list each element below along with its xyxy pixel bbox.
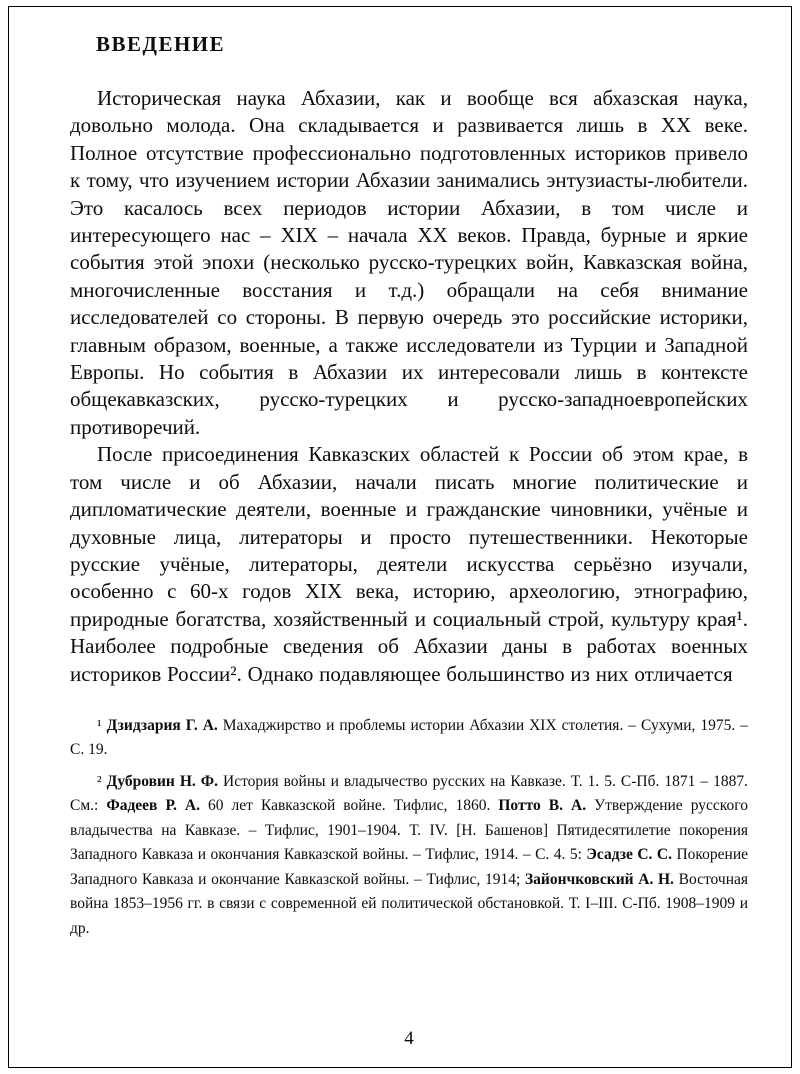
footnote-author: Зайончковский А. Н. — [524, 870, 674, 888]
footnote-text: ¹ — [97, 716, 107, 734]
footnote-text: ² — [97, 772, 107, 790]
footnote-text: 60 лет Кавказской войне. Тифлис, 1860. — [199, 797, 499, 815]
footnote-text: История войны и владычество русских на Кавказе. Т. 1. 5. С-Пб. 1871 – 1887. См.: — [70, 772, 749, 815]
page-title: ВВЕДЕНИЕ — [96, 32, 226, 56]
footnote-author: Эсадзе С. С. — [586, 846, 672, 864]
footnote-author: Фадеев Р. А. — [106, 797, 200, 815]
book-page-content — [70, 0, 748, 1074]
page-number: 4 — [404, 1028, 414, 1049]
footnote-author: Потто В. А. — [498, 797, 587, 815]
footnote-text: Махаджирство и проблемы истории Абхазии XIX столетия. – Сухуми, 1975. – С. 19. — [70, 716, 748, 759]
body-text — [70, 85, 748, 688]
footnote-author: Дубровин Н. Ф. — [106, 772, 218, 790]
footnote-text: Восточная война 1853–1956 гг. в связи с современной ей политической обстановкой. Т. I–III. С-Пб. 1908–1909 и др. — [70, 870, 748, 937]
paragraph-1: Историческая наука Абхазии, как и вообще вся абхазская наука, довольно молода. Она складывается и развивается лишь в XX веке. Полное отсутствие профессионально подготовленных историков привело к тому, что изучением истории Абхазии занимались энтузиасты-любители. Это касалось всех периодов истории Абхазии, в том числе и интересующего нас – XIX – начала XX веков. Правда, бурные и яркие события этой эпохи (несколько русско-турецких войн, Кавказская война, многочисленные восстания и т.д.) обращали на себя внимание исследователей со стороны. В первую очередь это российские историки, главным образом, военные, а также исследователи из Турции и Западной Европы. Но события в Абхазии их интересовали лишь в контексте общекавказских, русско-турецких и русско-западноевропейских противоречий. — [70, 86, 748, 439]
paragraph-2: После присоединения Кавказских областей к России об этом крае, в том числе и об Абхазии, начали писать многие политические и дипломатические деятели, военные и гражданские чиновники, учёные и духовные лица, литераторы и просто путешественники. Некоторые русские учёные, литераторы, деятели искусства серьёзно изучали, особенно с 60-х годов XIX века, историю, археологию, этнографию, природные богатства, хозяйственный и социальный строй, культуру края¹. Наиболее подробные сведения об Абхазии даны в работах военных историков России². Однако подавляющее большинство из них отличается — [70, 442, 748, 686]
footnote-2 — [70, 770, 748, 942]
footnote-text: Утверждение русского владычества на Кавказе. – Тифлис, 1901–1904. Т. IV. [Н. Башенов] Пятидесятилетие покорения Западного Кавказа и окончания Кавказской войны. – Тифлис, 1914. – С. 4. 5: — [70, 797, 748, 864]
footnote-author: Дзидзария Г. А. — [106, 716, 218, 734]
footnote-1 — [70, 714, 748, 763]
footnote-text: Покорение Западного Кавказа и окончание Кавказской войны. – Тифлис, 1914; — [70, 846, 748, 888]
footnotes-section — [70, 714, 748, 942]
